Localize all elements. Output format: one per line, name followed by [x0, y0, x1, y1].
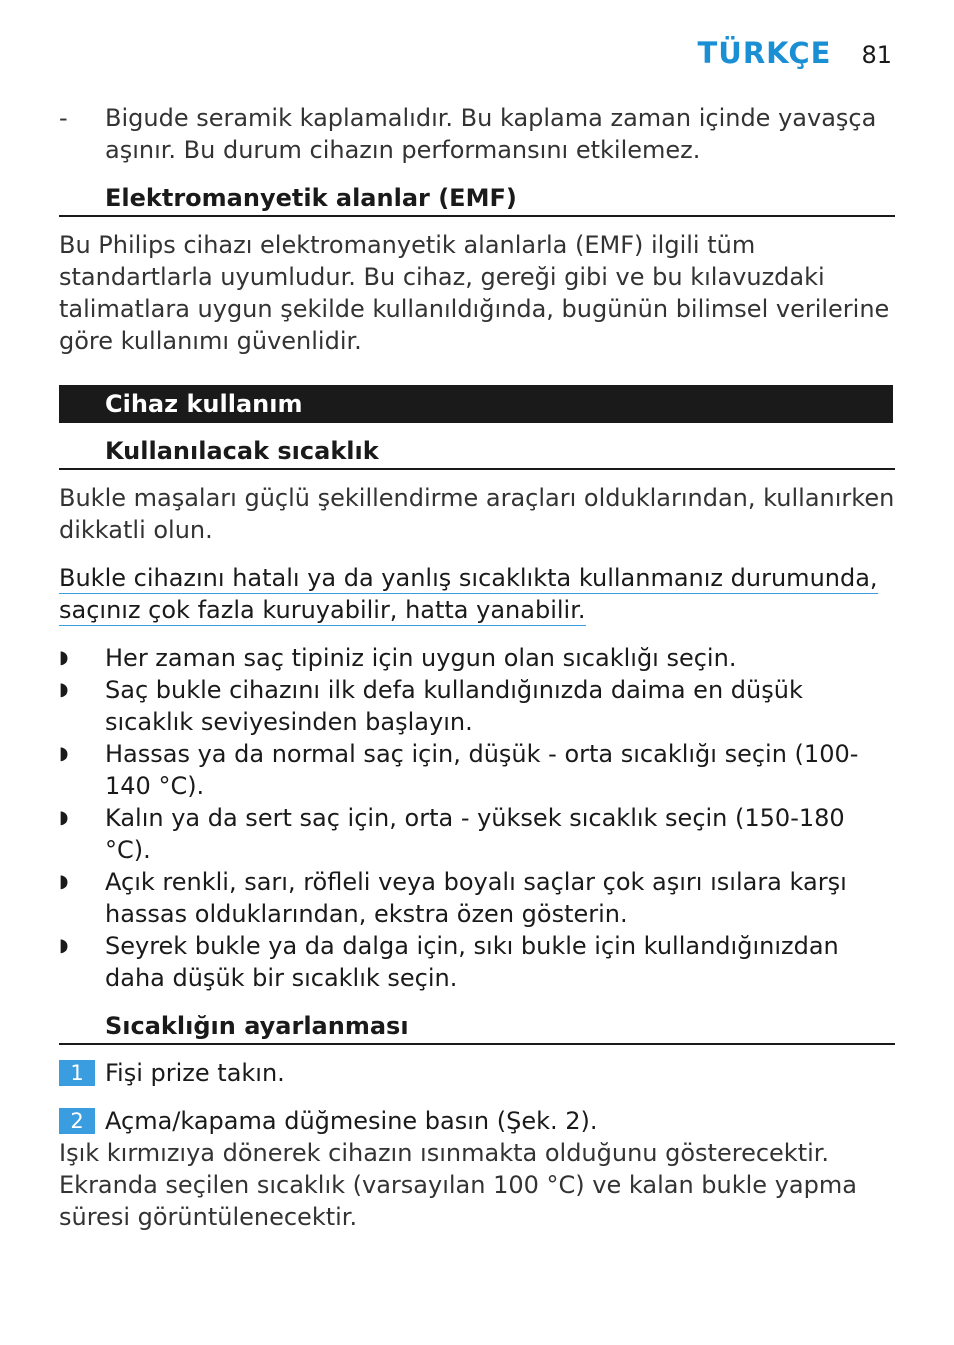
bullet-text: Seyrek bukle ya da dalga için, sıkı bukle için kullandığınızdan daha düşük bir sıcaklık seçin. — [105, 932, 839, 992]
step-text: Açma/kapama düğmesine basın (Şek. 2). — [105, 1107, 598, 1135]
setting-note-2: Ekranda seçilen sıcaklık (varsayılan 100 °C) ve kalan bukle yapma süresi görüntülenecektir. — [59, 1171, 857, 1231]
step-number-badge: 1 — [59, 1060, 95, 1086]
temperature-paragraph: Bukle maşaları güçlü şekillendirme araçları olduklarından, kullanırken dikkatli olun. — [59, 484, 895, 544]
step-2 — [59, 1105, 895, 1137]
bullet-text: Kalın ya da sert saç için, orta - yüksek sıcaklık seçin (150-180 °C). — [105, 804, 845, 864]
list-item — [59, 674, 895, 738]
setting-note-1: Işık kırmızıya dönerek cihazın ısınmakta olduğunu gösterecektir. — [59, 1139, 830, 1167]
list-item — [59, 738, 895, 802]
list-item — [59, 802, 895, 866]
bullet-text: Açık renkli, sarı, röfleli veya boyalı saçlar çok aşırı ısılara karşı hassas olduklarından, ekstra özen gösterin. — [105, 868, 847, 928]
dash-marker: - — [59, 104, 68, 132]
language-label: TÜRKÇE — [697, 36, 832, 70]
list-item — [59, 866, 895, 930]
bullet-icon: ◗ — [59, 935, 69, 956]
intro-list-item — [59, 102, 895, 166]
temperature-bullet-list — [59, 642, 895, 994]
bullet-icon: ◗ — [59, 871, 69, 892]
warning-line-2: saçınız çok fazla kuruyabilir, hatta yanabilir. — [59, 596, 586, 624]
bullet-icon: ◗ — [59, 679, 69, 700]
setting-heading: Sıcaklığın ayarlanması — [59, 1010, 895, 1045]
bullet-icon: ◗ — [59, 743, 69, 764]
step-text: Fişi prize takın. — [105, 1059, 285, 1087]
bullet-text: Saç bukle cihazını ilk defa kullandığınızda daima en düşük sıcaklık seviyesinden başlayın. — [105, 676, 803, 736]
page-header — [698, 36, 892, 70]
section-bar-cihaz-kullanim: Cihaz kullanım — [59, 385, 893, 423]
warning-line-1: Bukle cihazını hatalı ya da yanlış sıcaklıkta kullanmanız durumunda, — [59, 564, 878, 592]
step-number-badge: 2 — [59, 1108, 95, 1134]
bullet-text: Hassas ya da normal saç için, düşük - orta sıcaklığı seçin (100-140 °C). — [105, 740, 859, 800]
page-content — [59, 102, 895, 1233]
intro-text: Bigude seramik kaplamalıdır. Bu kaplama zaman içinde yavaşça aşınır. Bu durum cihazın performansını etkilemez. — [105, 104, 877, 164]
page-number: 81 — [861, 41, 892, 69]
bullet-icon: ◗ — [59, 807, 69, 828]
list-item — [59, 642, 895, 674]
emf-heading: Elektromanyetik alanlar (EMF) — [59, 182, 895, 217]
warning-block — [59, 562, 895, 626]
list-item — [59, 930, 895, 994]
bullet-icon: ◗ — [59, 647, 69, 668]
emf-paragraph: Bu Philips cihazı elektromanyetik alanlarla (EMF) ilgili tüm standartlarla uyumludur. Bu cihaz, gereği gibi ve bu kılavuzdaki talimatlara uygun şekilde kullanıldığında, bugünün bilimsel verilerine göre kullanımı güvenlidir. — [59, 231, 890, 355]
step-1 — [59, 1057, 895, 1089]
bullet-text: Her zaman saç tipiniz için uygun olan sıcaklığı seçin. — [105, 644, 737, 672]
temperature-heading: Kullanılacak sıcaklık — [59, 435, 895, 470]
